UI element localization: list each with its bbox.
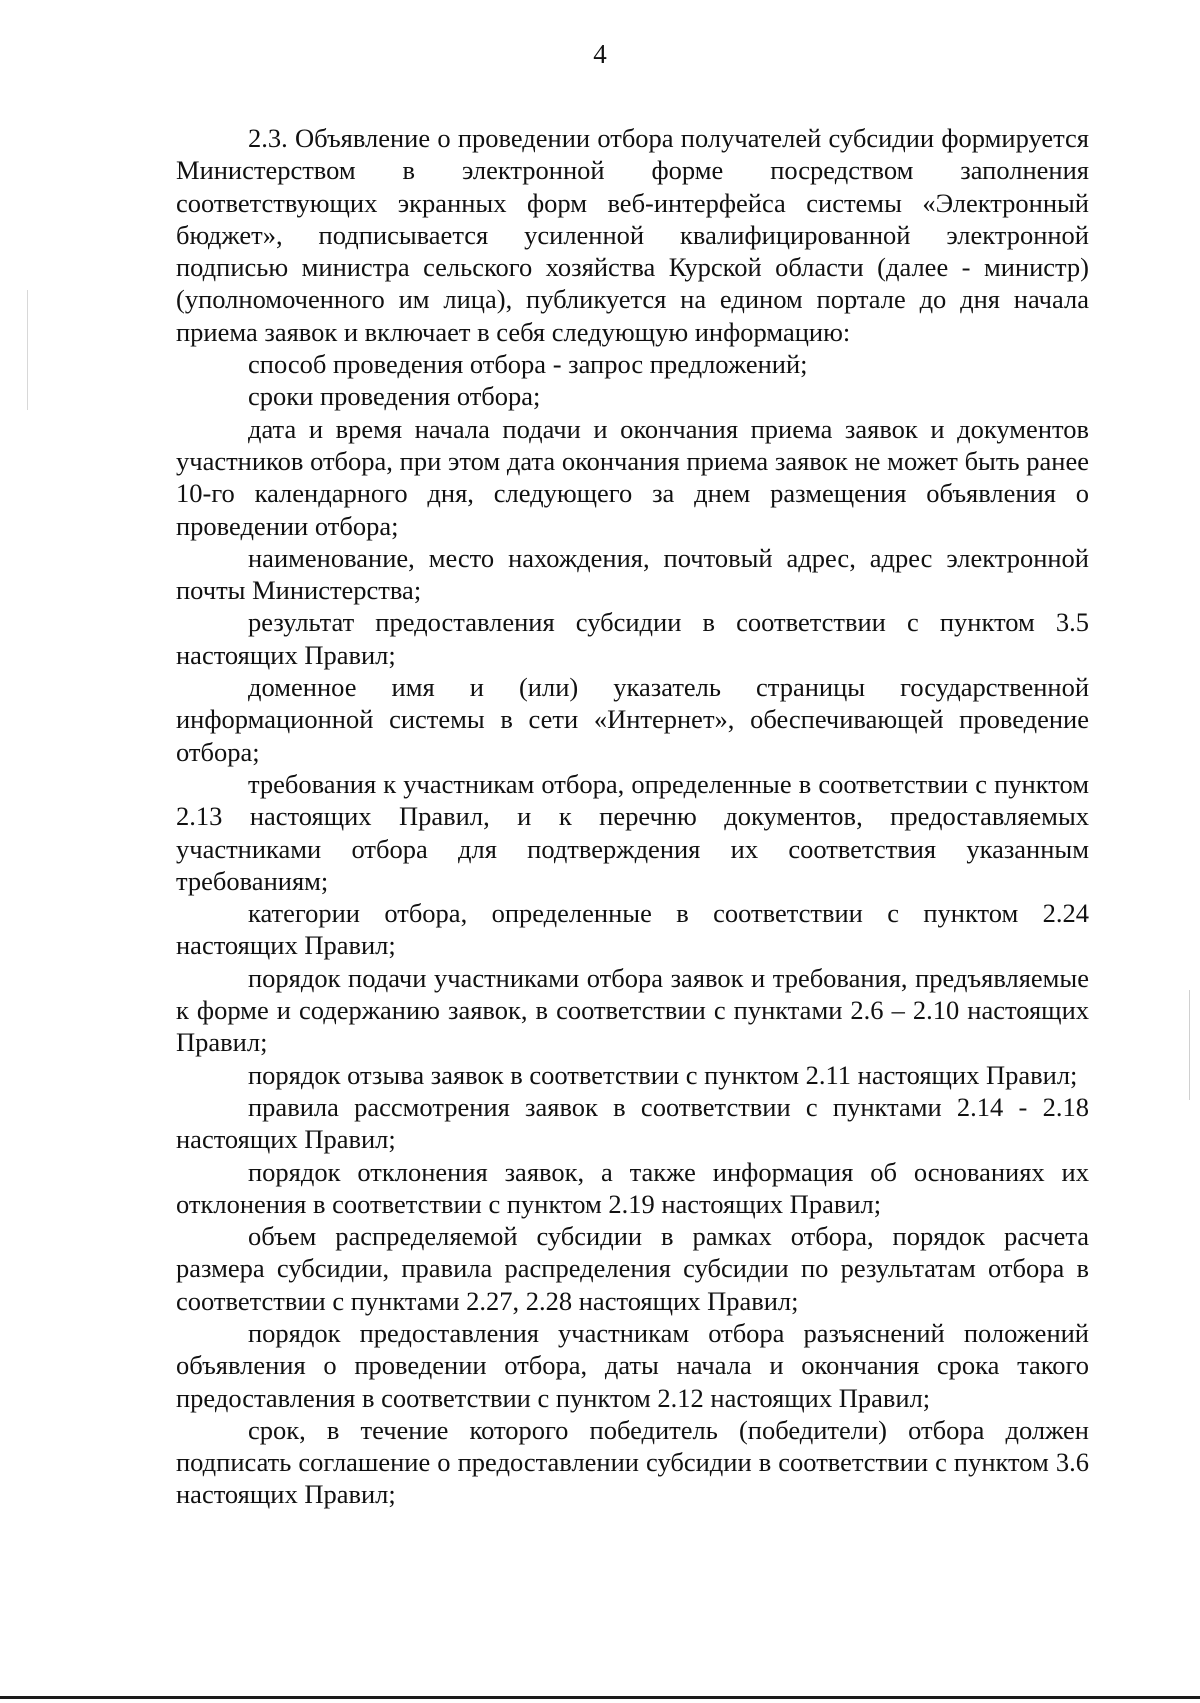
paragraph-selection-categories: категории отбора, определенные в соответствии с пунктом 2.24 настоящих Правил; [176, 898, 1089, 961]
page-bottom-edge [0, 1696, 1200, 1699]
paragraph-ministry-contacts: наименование, место нахождения, почтовый адрес, адрес электронной почты Министерства; [176, 542, 1089, 606]
paragraph-withdrawal-procedure: порядок отзыва заявок в соответствии с пунктом 2.11 настоящих Правил; [248, 1059, 1078, 1090]
paragraph-review-rules: правила рассмотрения заявок в соответствии с пунктами 2.14 - 2.18 настоящих Правил; [176, 1091, 1089, 1155]
document-body [176, 122, 1089, 1511]
paragraph-subsidy-volume: объем распределяемой субсидии в рамках отбора, порядок расчета размера субсидии, правила распределения субсидии по результатам отбора в соответствии с пунктами 2.27, 2.28 настоящих Правил; [176, 1221, 1089, 1316]
scan-edge-left [27, 290, 28, 410]
paragraph-announcement: 2.3. Объявление о проведении отбора получателей субсидии формируется Министерством в электронной форме посредством заполнения соответствующих экранных форм веб-интерфейса системы «Электронный бюджет», подписывается усиленной квалифицированной электронной подписью министра сельского хозяйства Курской области (далее - министр) (уполномоченного им лица), публикуется на едином портале до дня начала приема заявок и включает в себя следующую информацию: [176, 123, 1089, 347]
paragraph-subsidy-result: результат предоставления субсидии в соответствии с пунктом 3.5 настоящих Правил; [176, 607, 1089, 670]
paragraph-selection-method: способ проведения отбора - запрос предложений; [248, 349, 808, 380]
paragraph-selection-terms: сроки проведения отбора; [248, 381, 541, 412]
paragraph-agreement-term: срок, в течение которого победитель (победители) отбора должен подписать соглашение о предоставлении субсидии в соответствии с пунктом 3.6 настоящих Правил; [176, 1414, 1089, 1510]
paragraph-clarifications: порядок предоставления участникам отбора разъяснений положений объявления о проведении отбора, даты начала и окончания срока такого предоставления в соответствии с пунктом 2.12 настоящих Правил; [176, 1317, 1089, 1413]
paragraph-participant-requirements: требования к участникам отбора, определенные в соответствии с пунктом 2.13 настоящих Правил, и к перечню документов, предоставляемых участниками отбора для подтверждения их соответствия указанным требованиям; [176, 768, 1089, 896]
scan-edge-right [1189, 990, 1190, 1100]
paragraph-rejection-procedure: порядок отклонения заявок, а также информация об основаниях их отклонения в соответствии с пунктом 2.19 настоящих Правил; [176, 1156, 1089, 1219]
paragraph-application-dates: дата и время начала подачи и окончания приема заявок и документов участников отбора, при этом дата окончания приема заявок не может быть ранее 10-го календарного дня, следующего за днем размещения объявления о проведении отбора; [176, 413, 1089, 541]
paragraph-domain-name: доменное имя и (или) указатель страницы государственной информационной системы в сети «Интернет», обеспечивающей проведение отбора; [176, 672, 1089, 767]
page-number: 4 [593, 39, 607, 69]
paragraph-submission-procedure: порядок подачи участниками отбора заявок и требования, предъявляемые к форме и содержанию заявок, в соответствии с пунктами 2.6 – 2.10 настоящих Правил; [176, 962, 1089, 1058]
